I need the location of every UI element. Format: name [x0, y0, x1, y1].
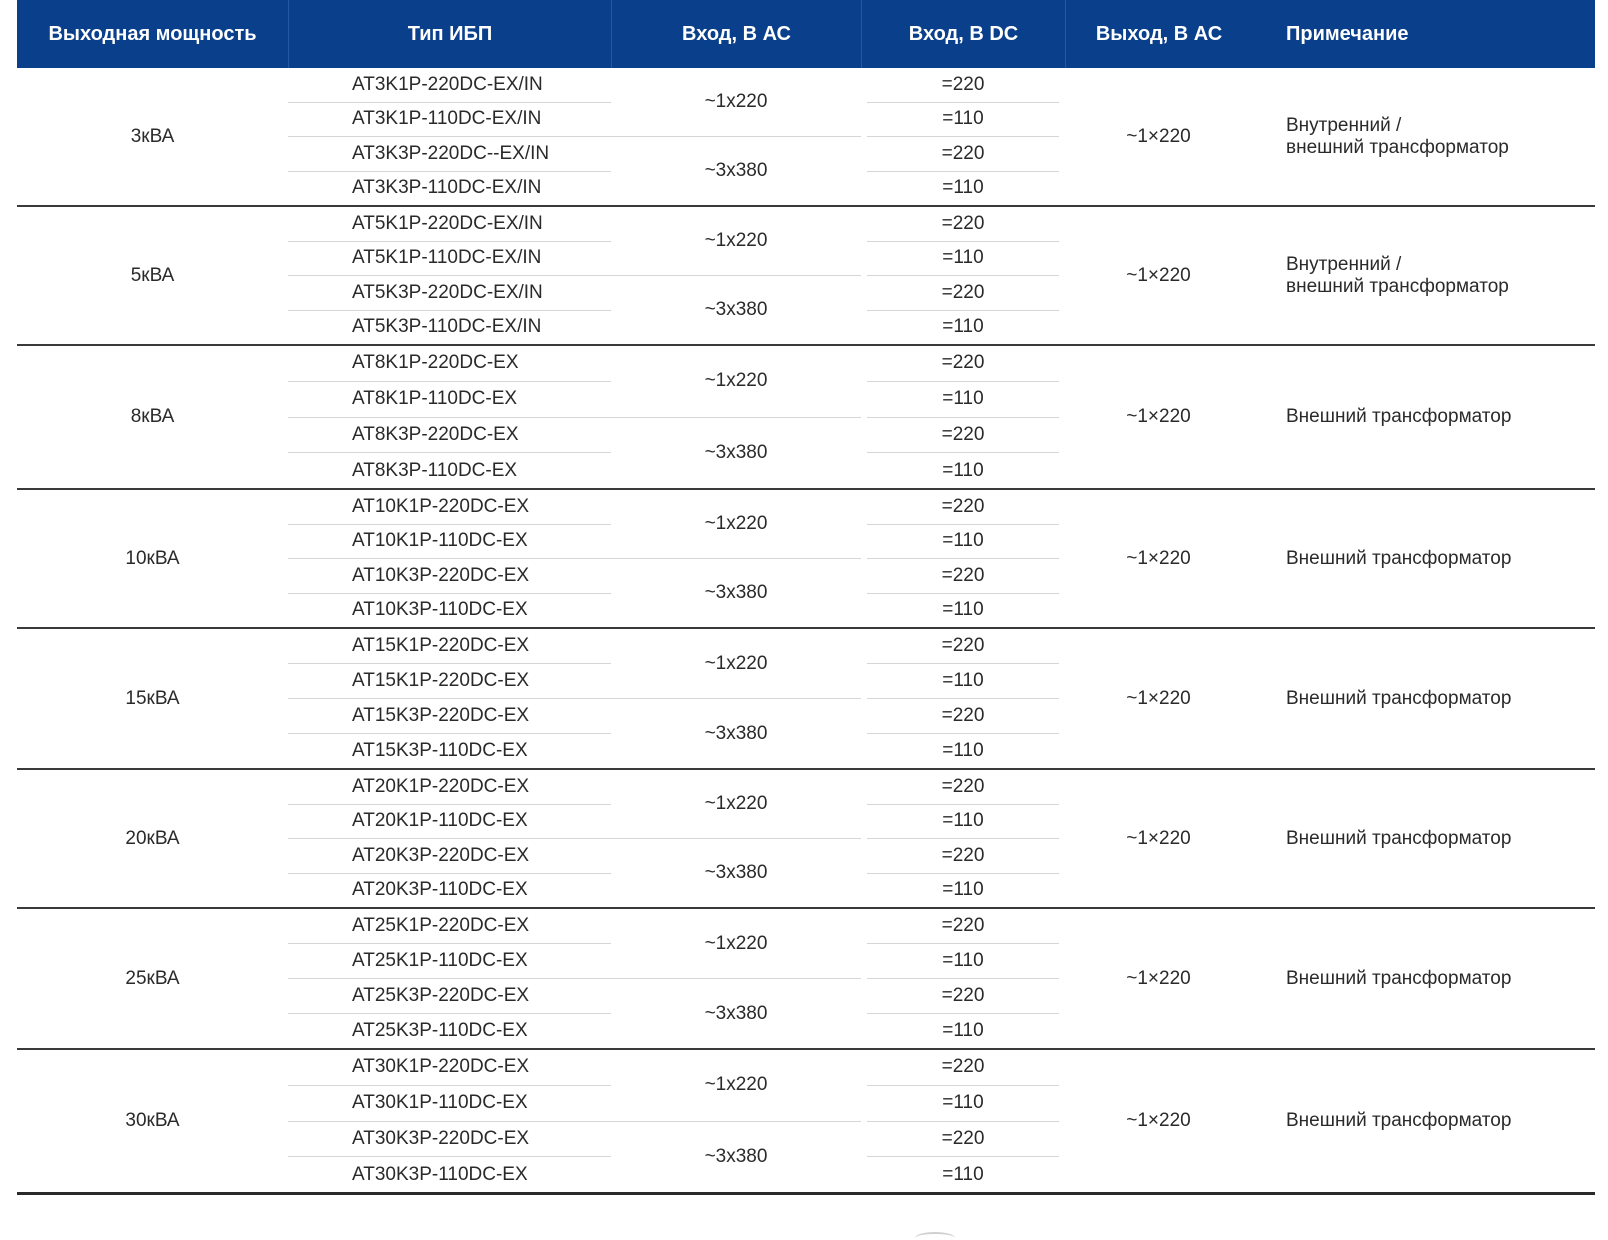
- dc-in-cell: [861, 207, 1065, 344]
- ups-type: AT20K3P-220DC-EX: [288, 838, 611, 873]
- note-cell: [1252, 490, 1595, 627]
- ac-in-value: ~3x380: [611, 978, 861, 1048]
- ac-in-value: ~1x220: [704, 793, 768, 814]
- ups-type: AT30K1P-220DC-EX: [352, 1056, 530, 1078]
- ac-out-value: ~1×220: [1126, 967, 1191, 989]
- dc-in-value: =220: [867, 558, 1059, 593]
- header-ac-in: Вход, В АС: [611, 0, 861, 68]
- note-text: [1286, 254, 1509, 298]
- ups-type: AT10K1P-110DC-EX: [288, 524, 611, 559]
- ups-type: AT3K3P-220DC--EX/IN: [288, 136, 611, 171]
- note-line: внешний трансформатор: [1286, 275, 1509, 297]
- dc-in-value: =220: [867, 136, 1059, 171]
- ups-spec-table: [17, 0, 1595, 1195]
- power-cell: [17, 770, 288, 907]
- power-value: 10кВА: [125, 547, 180, 569]
- dc-in-cell: [861, 770, 1065, 907]
- ups-type: AT25K3P-110DC-EX: [288, 1013, 611, 1048]
- ups-type: AT8K3P-220DC-EX: [288, 417, 611, 453]
- note-line: Внутренний /: [1286, 114, 1402, 136]
- ac-out-cell: [1065, 346, 1252, 488]
- ac-in-value: ~1x220: [704, 652, 768, 674]
- dc-in-value: =110: [867, 1085, 1059, 1121]
- ac-out-cell: [1065, 490, 1252, 627]
- table-group: [17, 629, 1595, 770]
- ac-in-value: ~3x380: [611, 698, 861, 768]
- table-group: [17, 490, 1595, 629]
- ups-type: AT20K1P-110DC-EX: [288, 804, 611, 839]
- table-body: [17, 68, 1595, 1195]
- note-text: [1286, 828, 1511, 850]
- power-value: 5кВА: [130, 264, 175, 286]
- dc-in-value: =220: [867, 698, 1059, 733]
- ups-type: AT30K3P-110DC-EX: [288, 1156, 611, 1192]
- power-value: 15кВА: [125, 687, 180, 709]
- power-cell: [17, 909, 288, 1048]
- ac-out-cell: [1065, 770, 1252, 907]
- ups-type: AT8K1P-110DC-EX: [288, 381, 611, 417]
- dc-in-value: =220: [867, 838, 1059, 873]
- ac-in-value: ~3x380: [611, 838, 861, 907]
- dc-in-cell: [861, 629, 1065, 768]
- ac-in-cell: [611, 490, 861, 627]
- ups-type: AT3K1P-220DC-EX/IN: [352, 73, 543, 95]
- type-cell: [288, 68, 611, 205]
- table-header: [17, 0, 1595, 68]
- note-line: Внешний трансформатор: [1286, 547, 1512, 569]
- dc-in-value: =110: [867, 102, 1059, 137]
- dc-in-value: =110: [867, 310, 1059, 345]
- dc-in-value: =110: [867, 943, 1059, 978]
- power-cell: [17, 629, 288, 768]
- ac-out-cell: [1065, 207, 1252, 344]
- note-text: [1286, 548, 1511, 570]
- ac-in-value: ~3x380: [611, 136, 861, 205]
- ups-type: AT10K3P-110DC-EX: [288, 593, 611, 628]
- table-group: [17, 1050, 1595, 1195]
- ups-type: AT8K1P-220DC-EX: [352, 352, 519, 374]
- power-cell: [17, 490, 288, 627]
- ac-in-value: ~1x220: [704, 230, 768, 251]
- ac-in-value: ~3x380: [611, 417, 861, 489]
- ups-type: AT20K3P-110DC-EX: [288, 873, 611, 908]
- ups-type: AT10K1P-220DC-EX: [352, 495, 530, 517]
- ac-in-cell: [611, 909, 861, 1048]
- dc-in-value: =220: [941, 915, 985, 936]
- note-text: [1286, 1110, 1511, 1132]
- ac-out-cell: [1065, 1050, 1252, 1192]
- dc-in-value: =110: [867, 1013, 1059, 1048]
- note-cell: [1252, 909, 1595, 1048]
- ups-type: AT10K3P-220DC-EX: [288, 558, 611, 593]
- dc-in-value: =110: [867, 873, 1059, 908]
- type-cell: [288, 207, 611, 344]
- ac-in-cell: [611, 68, 861, 205]
- dc-in-cell: [861, 68, 1065, 205]
- note-cell: [1252, 1050, 1595, 1192]
- header-ac-out: Выход, В АС: [1065, 0, 1252, 68]
- type-cell: [288, 629, 611, 768]
- dc-in-value: =220: [941, 495, 985, 517]
- power-cell: [17, 207, 288, 344]
- dc-in-value: =110: [867, 663, 1059, 698]
- ac-in-value: ~3x380: [611, 275, 861, 344]
- dc-in-value: =110: [867, 241, 1059, 276]
- note-text: [1286, 688, 1511, 710]
- dc-in-value: =110: [867, 452, 1059, 488]
- ac-out-value: ~1×220: [1126, 1110, 1191, 1131]
- note-cell: [1252, 68, 1595, 205]
- header-power: Выходная мощность: [48, 22, 257, 45]
- table-group: [17, 68, 1595, 207]
- ups-type: AT25K1P-110DC-EX: [288, 943, 611, 978]
- dc-in-cell: [861, 909, 1065, 1048]
- dc-in-value: =220: [941, 1056, 985, 1078]
- ups-type: AT30K1P-110DC-EX: [288, 1085, 611, 1121]
- header-type: Тип ИБП: [288, 0, 611, 68]
- note-line: Внешний трансформатор: [1286, 1110, 1512, 1131]
- ac-in-value: ~3x380: [611, 558, 861, 627]
- dc-in-value: =220: [941, 775, 985, 797]
- ac-in-value: ~1x220: [704, 1074, 768, 1096]
- note-line: Внешний трансформатор: [1286, 827, 1512, 849]
- ac-in-value: ~1x220: [704, 932, 768, 954]
- power-cell: [17, 1050, 288, 1192]
- ac-in-cell: [611, 207, 861, 344]
- note-line: Внутренний /: [1286, 253, 1402, 275]
- ups-type: AT25K3P-220DC-EX: [288, 978, 611, 1013]
- ac-in-cell: [611, 629, 861, 768]
- power-value: 30кВА: [125, 1110, 180, 1131]
- table-group: [17, 770, 1595, 909]
- note-cell: [1252, 207, 1595, 344]
- ups-type: AT30K3P-220DC-EX: [288, 1121, 611, 1157]
- note-line: Внешний трансформатор: [1286, 406, 1512, 427]
- type-cell: [288, 490, 611, 627]
- ups-type: AT5K1P-110DC-EX/IN: [288, 241, 611, 276]
- dc-in-cell: [861, 490, 1065, 627]
- ac-out-cell: [1065, 629, 1252, 768]
- note-line: Внешний трансформатор: [1286, 687, 1512, 709]
- ac-out-value: ~1×220: [1126, 547, 1191, 569]
- ac-in-cell: [611, 346, 861, 488]
- ac-in-cell: [611, 1050, 861, 1192]
- ups-type: AT3K3P-110DC-EX/IN: [288, 171, 611, 206]
- header-note: Примечание: [1286, 22, 1409, 45]
- dc-in-value: =110: [867, 381, 1059, 417]
- dc-in-value: =110: [867, 1156, 1059, 1192]
- ac-out-value: ~1×220: [1126, 687, 1191, 709]
- table-group: [17, 207, 1595, 346]
- note-line: Внешний трансформатор: [1286, 967, 1512, 989]
- note-cell: [1252, 346, 1595, 488]
- ac-in-cell: [611, 770, 861, 907]
- scroll-indicator: [915, 1232, 955, 1240]
- dc-in-value: =110: [867, 733, 1059, 768]
- power-cell: [17, 68, 288, 205]
- dc-in-value: =220: [941, 635, 985, 656]
- dc-in-value: =110: [867, 593, 1059, 628]
- dc-in-value: =220: [867, 978, 1059, 1013]
- type-cell: [288, 909, 611, 1048]
- ups-type: AT25K1P-220DC-EX: [352, 915, 530, 936]
- dc-in-value: =110: [867, 171, 1059, 206]
- ac-out-value: ~1×220: [1126, 264, 1191, 286]
- note-text: [1286, 115, 1509, 159]
- ups-type: AT20K1P-220DC-EX: [352, 775, 530, 797]
- ups-type: AT3K1P-110DC-EX/IN: [288, 102, 611, 137]
- note-cell: [1252, 629, 1595, 768]
- type-cell: [288, 346, 611, 488]
- dc-in-value: =220: [867, 1121, 1059, 1157]
- ac-in-value: ~1x220: [704, 91, 768, 112]
- ac-out-value: ~1×220: [1126, 125, 1191, 147]
- power-value: 3кВА: [130, 125, 175, 147]
- power-cell: [17, 346, 288, 488]
- ups-type: AT8K3P-110DC-EX: [288, 452, 611, 488]
- ups-type: AT5K1P-220DC-EX/IN: [352, 212, 543, 234]
- ac-in-value: ~1x220: [704, 370, 768, 392]
- table-group: [17, 346, 1595, 490]
- note-text: [1286, 406, 1511, 428]
- ac-out-cell: [1065, 909, 1252, 1048]
- power-value: 20кВА: [125, 827, 180, 849]
- ac-out-cell: [1065, 68, 1252, 205]
- note-cell: [1252, 770, 1595, 907]
- dc-in-value: =220: [941, 212, 985, 234]
- ac-out-value: ~1×220: [1126, 827, 1191, 849]
- table-group: [17, 909, 1595, 1050]
- ups-type: AT15K1P-220DC-EX: [352, 635, 530, 656]
- type-cell: [288, 770, 611, 907]
- dc-in-cell: [861, 1050, 1065, 1192]
- dc-in-value: =220: [941, 352, 985, 374]
- ac-in-value: ~1x220: [704, 513, 768, 534]
- ups-type: AT5K3P-110DC-EX/IN: [288, 310, 611, 345]
- header-dc-in: Вход, В DC: [861, 0, 1065, 68]
- power-value: 25кВА: [125, 967, 180, 989]
- ups-type: AT5K3P-220DC-EX/IN: [288, 275, 611, 310]
- dc-in-cell: [861, 346, 1065, 488]
- ac-in-value: ~3x380: [611, 1121, 861, 1193]
- ups-type: AT15K1P-220DC-EX: [288, 663, 611, 698]
- ups-type: AT15K3P-220DC-EX: [288, 698, 611, 733]
- power-value: 8кВА: [130, 406, 175, 427]
- dc-in-value: =220: [941, 73, 985, 95]
- dc-in-value: =110: [867, 524, 1059, 559]
- type-cell: [288, 1050, 611, 1192]
- ups-type: AT15K3P-110DC-EX: [288, 733, 611, 768]
- note-line: внешний трансформатор: [1286, 136, 1509, 158]
- dc-in-value: =220: [867, 417, 1059, 453]
- dc-in-value: =220: [867, 275, 1059, 310]
- ac-out-value: ~1×220: [1126, 406, 1191, 427]
- dc-in-value: =110: [867, 804, 1059, 839]
- note-text: [1286, 968, 1511, 990]
